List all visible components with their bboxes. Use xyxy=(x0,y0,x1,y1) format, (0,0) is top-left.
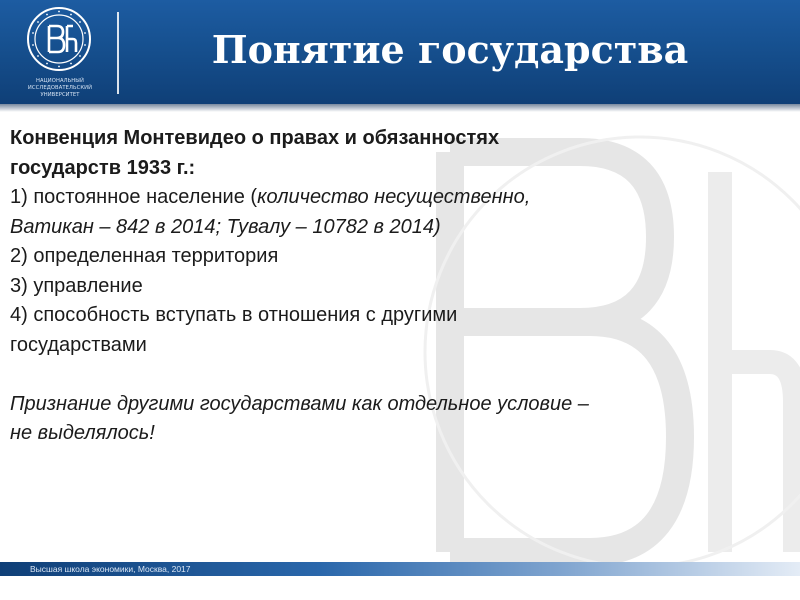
criterion-territory: 2) определенная территория xyxy=(10,245,279,267)
header-bar xyxy=(0,0,800,104)
footer-text: Высшая школа экономики, Москва, 2017 xyxy=(30,564,191,574)
criterion-population-note: количество несущественно, xyxy=(257,186,531,208)
criterion-population xyxy=(10,183,790,213)
criterion-population-label: 1) постоянное население ( xyxy=(10,186,258,208)
recognition-note-line2: не выделялось! xyxy=(10,422,155,444)
criterion-relations-line1: 4) способность вступать в отношения с другими xyxy=(10,304,458,326)
criterion-relations-line2: государствами xyxy=(10,333,147,356)
convention-heading-line1: Конвенция Монтевидео о правах и обязанностях xyxy=(10,127,500,149)
header-divider xyxy=(117,12,119,94)
slide-title: Понятие государства xyxy=(211,27,689,72)
criterion-population-examples: Ватикан – 842 в 2014; Тувалу – 10782 в 2014) xyxy=(10,215,441,238)
paragraph-spacer xyxy=(10,360,790,390)
logo-caption: НАЦИОНАЛЬНЫЙ ИССЛЕДОВАТЕЛЬСКИЙ УНИВЕРСИТЕТ xyxy=(27,78,93,98)
convention-heading-line2: государств 1933 г.: xyxy=(10,156,196,179)
recognition-note-line1: Признание другими государствами как отдельное условие – xyxy=(10,392,589,415)
university-logo xyxy=(8,6,112,98)
slide-content xyxy=(10,124,790,449)
hse-emblem-icon xyxy=(26,6,92,72)
criterion-government: 3) управление xyxy=(10,274,143,297)
header-shadow xyxy=(0,104,800,112)
